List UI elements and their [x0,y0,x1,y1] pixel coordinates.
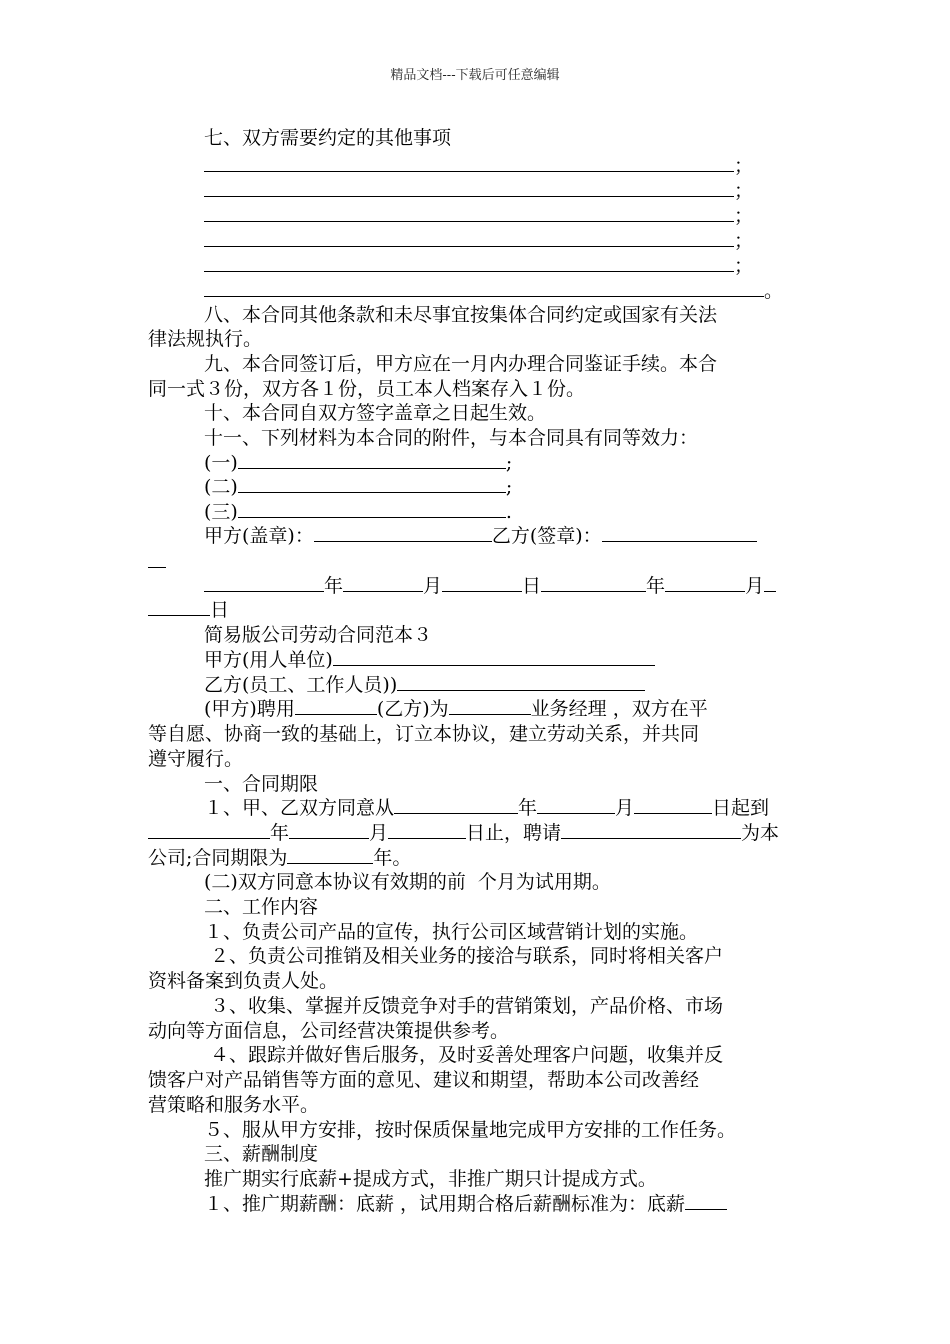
party-b-staff: 乙方(员工、工作人员)) [204,673,645,697]
semicolon: ； [734,155,754,177]
blank-underline [238,452,506,469]
clause-2-item-1: １、负责公司产品的宣传，执行公司区域营销计划的实施。 [204,921,699,943]
clause-1-line-1: １、甲、乙双方同意从 年 月 日起到 [204,797,770,819]
section-10: 十、本合同自双方签字盖章之日起生效。 [204,402,547,424]
blank-underline [204,205,734,222]
hire-line-2: 等自愿、协商一致的基础上，订立本协议，建立劳动关系，并共同 [148,723,700,745]
clause-1-title: 一、合同期限 [204,773,319,795]
semicolon: ； [734,230,754,252]
blank-underline [204,255,734,272]
blank-line-2 [204,179,753,203]
clause-3-line-1: 推广期实行底薪+提成方式，非推广期只计提成方式。 [204,1168,657,1190]
clause-3-line-2: １、推广期薪酬：底薪 ，试用期合格后薪酬标准为：底薪 [204,1192,727,1216]
clause-2-title: 二、工作内容 [204,896,319,918]
period: 。 [764,280,784,302]
blank-underline [314,525,492,542]
section-9-line-2: 同一式３份，双方各１份，员工本人档案存入１份。 [148,378,586,400]
blank-underline [204,230,734,247]
blank-underline [602,525,757,542]
clause-2-item-5: ５、服从甲方安排，按时保质保量地完成甲方安排的工作任务。 [204,1119,737,1141]
blank-line-1 [204,154,753,178]
clause-2-item-3-b: 动向等方面信息，公司经营决策提供参考。 [148,1020,510,1042]
section-8-line-1: 八、本合同其他条款和未尽事宜按集体合同约定或国家有关法 [204,304,718,326]
clause-3-title: 三、薪酬制度 [204,1143,319,1165]
semicolon: ； [734,180,754,202]
date-line: 年 月 日 年 月 [204,574,776,598]
clause-1-probation: (二)双方同意本协议有效期的前 个月为试用期。 [204,871,611,893]
clause-2-item-4-b: 馈客户对产品销售等方面的意见、建议和期望，帮助本公司改善经 [148,1069,700,1091]
clause-2-item-4-c: 营策略和服务水平。 [148,1094,320,1116]
date-line-overflow: 日 [148,598,229,622]
clause-2-item-2-b: 资料备案到负责人处。 [148,970,339,992]
clause-2-item-4-a: ４、跟踪并做好售后服务，及时妥善处理客户问题，收集并反 [204,1044,724,1066]
signature-overflow [148,550,166,574]
page-header: 精品文档---下载后可任意编辑 [390,68,560,83]
section-9-line-1: 九、本合同签订后，甲方应在一月内办理合同鉴证手续。本合 [204,353,718,375]
semicolon: ； [734,205,754,227]
section-11: 十一、下列材料为本合同的附件，与本合同具有同等效力： [204,427,699,449]
blank-line-5 [204,254,753,278]
semicolon: ； [734,255,754,277]
clause-2-item-2-a: ２、负责公司推销及相关业务的接洽与联系，同时将相关客户 [204,945,724,967]
section-8-line-2: 律法规执行。 [148,328,263,350]
party-b-sign-label: 乙方(签章)： [491,525,602,547]
blank-underline [238,476,506,493]
blank-line-4 [204,229,753,253]
blank-underline [238,501,506,518]
blank-underline [204,155,734,172]
blank-line-6 [204,279,783,303]
attachment-1: (一) ; [204,452,513,474]
attachment-3: (三) . [204,501,512,523]
blank-underline [148,551,166,568]
blank-underline [204,180,734,197]
clause-1-line-3: 公司;合同期限为 年。 [148,847,412,869]
blank-underline [204,280,764,297]
hire-line-3: 遵守履行。 [148,748,244,770]
attachment-2: (二) ; [204,476,513,498]
sample-title: 简易版公司劳动合同范本３ [204,624,433,646]
hire-line-1: (甲方)聘用 (乙方)为 业务经理 ，双方在平 [204,698,708,720]
party-a-seal-label: 甲方(盖章)： [204,525,314,547]
clause-2-item-3-a: ３、收集、掌握并反馈竞争对手的营销策划，产品价格、市场 [204,995,724,1017]
blank-line-3 [204,204,753,228]
clause-1-line-2: 年 月 日止，聘请 为本 [148,821,779,845]
section-7-title: 七、双方需要约定的其他事项 [204,127,452,149]
signature-line [204,524,757,548]
party-a-unit: 甲方(用人单位) [204,648,655,672]
